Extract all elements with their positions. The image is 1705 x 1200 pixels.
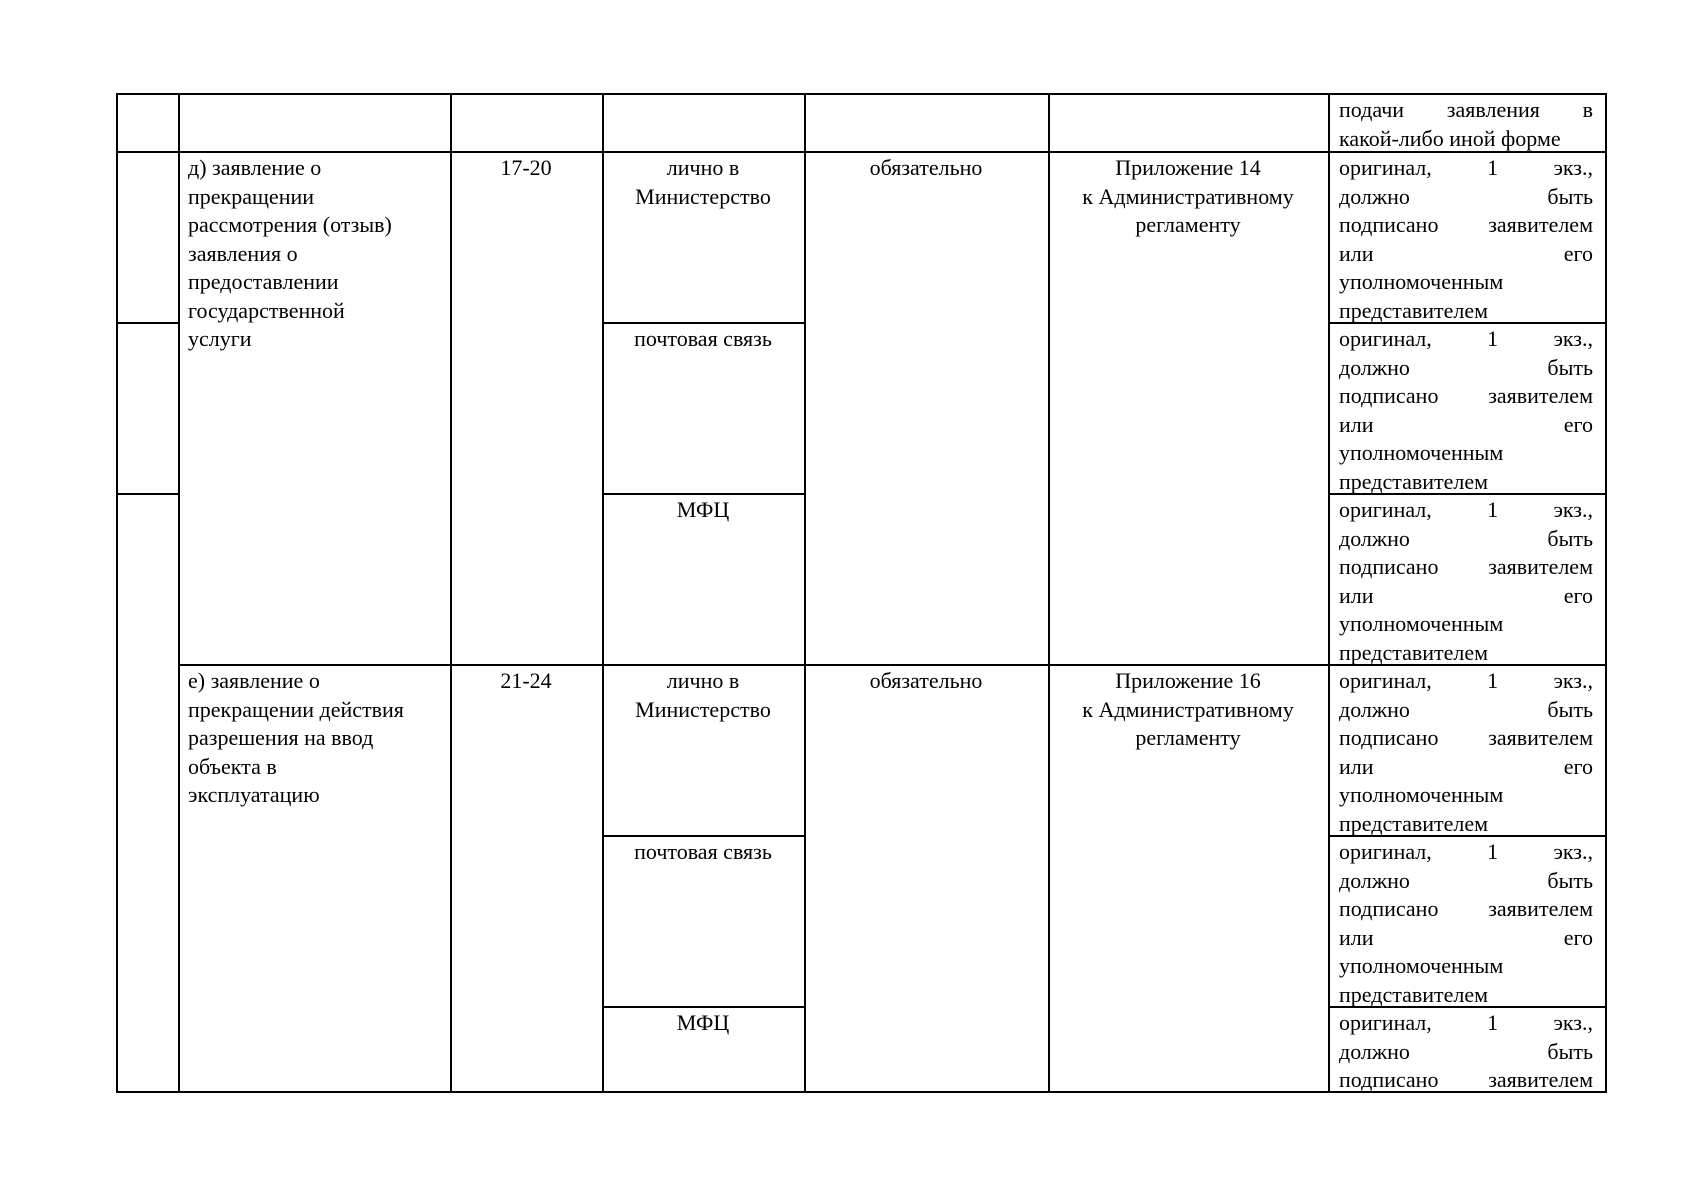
note-line: или его (1339, 240, 1593, 266)
channel-line: лично в (666, 155, 740, 180)
note-line: оригинал, 1 экз., (1339, 326, 1593, 351)
note-line: уполномоченным (1339, 782, 1504, 807)
col-border-1 (116, 93, 118, 1093)
channel-line: МФЦ (676, 1010, 730, 1035)
form-line: к Административному (1082, 696, 1294, 722)
doc-name-line: заявления о (188, 240, 298, 266)
note-line: должно быть (1339, 354, 1593, 380)
steps-value: 21-24 (500, 668, 552, 693)
channel-line: Министерство (635, 696, 771, 722)
doc-name-line: эксплуатацию (188, 782, 320, 807)
note-line: подписано заявителем (1339, 725, 1593, 750)
note-line: или его (1339, 411, 1593, 437)
note-line: представителем (1339, 639, 1489, 665)
form-line: Приложение 14 (1115, 155, 1261, 180)
col-border-3 (450, 93, 452, 1093)
note-line: должно быть (1339, 696, 1593, 722)
channel-e-3 (604, 1009, 802, 1038)
doc-name-line: д) заявление о (188, 155, 322, 180)
note-line: подписано заявителем (1339, 383, 1593, 408)
doc-name-line: предоставлении (188, 269, 339, 294)
note-d-1 (1339, 154, 1593, 325)
note-line: должно быть (1339, 1038, 1593, 1064)
note-line: подписано заявителем (1339, 1067, 1593, 1091)
form-line: к Административному (1082, 183, 1294, 209)
doc-name-line: государственной (188, 297, 345, 323)
form-line: Приложение 16 (1115, 668, 1261, 693)
mandatory-e (806, 667, 1046, 696)
note-line: уполномоченным (1339, 611, 1504, 636)
mandatory-value: обязательно (869, 668, 983, 693)
channel-line: МФЦ (676, 497, 730, 522)
channel-d-1 (604, 154, 802, 211)
note-line: представителем (1339, 297, 1489, 323)
note-top (1339, 96, 1593, 153)
col-border-7 (1328, 93, 1330, 1093)
form-e (1050, 667, 1326, 753)
note-line: должно быть (1339, 525, 1593, 551)
doc-name-line: прекращении действия (188, 696, 404, 722)
channel-line: Министерство (635, 183, 771, 209)
note-line: подписано заявителем (1339, 896, 1593, 921)
note-e-2 (1339, 838, 1593, 1009)
note-line: оригинал, 1 экз., (1339, 839, 1593, 864)
doc-name-line: е) заявление о (188, 668, 320, 693)
steps-d (452, 154, 600, 183)
channel-d-3 (604, 496, 802, 525)
doc-name-e (188, 667, 446, 810)
form-d (1050, 154, 1326, 240)
note-line: должно быть (1339, 183, 1593, 209)
note-d-2 (1339, 325, 1593, 496)
col-border-4 (602, 93, 604, 1093)
note-line: оригинал, 1 экз., (1339, 1010, 1593, 1035)
note-line: оригинал, 1 экз., (1339, 668, 1593, 693)
doc-name-line: рассмотрения (отзыв) (188, 212, 392, 237)
col-border-5 (804, 93, 806, 1093)
col-border-8 (1605, 93, 1607, 1093)
note-line: уполномоченным (1339, 269, 1504, 294)
row-divider-d1-channel (602, 322, 804, 324)
form-line: регламенту (1135, 725, 1241, 750)
doc-name-line: объекта в (188, 753, 277, 779)
note-line: представителем (1339, 981, 1489, 1007)
doc-name-line: разрешения на ввод (188, 725, 374, 750)
channel-e-2 (604, 838, 802, 867)
note-line: подписано заявителем (1339, 554, 1593, 579)
note-line: оригинал, 1 экз., (1339, 155, 1593, 180)
row-divider-e2-channel (602, 1006, 804, 1008)
table-bottom-border (116, 1091, 1607, 1093)
channel-line: почтовая связь (634, 839, 772, 864)
note-line: представителем (1339, 468, 1489, 494)
note-line: какой-либо иной форме (1339, 125, 1561, 151)
note-line: подачи заявления в (1339, 97, 1593, 122)
note-e-3 (1339, 1009, 1593, 1091)
col-border-2 (178, 93, 180, 1093)
channel-e-1 (604, 667, 802, 724)
note-line: представителем (1339, 810, 1489, 836)
mandatory-value: обязательно (869, 155, 983, 180)
doc-name-d (188, 154, 446, 354)
note-e-1 (1339, 667, 1593, 838)
channel-line: лично в (666, 668, 740, 693)
steps-e (452, 667, 600, 696)
mandatory-d (806, 154, 1046, 183)
steps-value: 17-20 (500, 155, 552, 180)
table-top-border (116, 93, 1607, 95)
note-line: подписано заявителем (1339, 212, 1593, 237)
form-line: регламенту (1135, 212, 1241, 237)
channel-line: почтовая связь (634, 326, 772, 351)
note-line: уполномоченным (1339, 440, 1504, 465)
row-divider-d1 (116, 322, 178, 324)
note-line: уполномоченным (1339, 953, 1504, 978)
note-line: оригинал, 1 экз., (1339, 497, 1593, 522)
note-line: должно быть (1339, 867, 1593, 893)
doc-name-line: услуги (188, 326, 252, 351)
note-d-3 (1339, 496, 1593, 667)
row-divider-e1-channel (602, 835, 804, 837)
note-line: или его (1339, 753, 1593, 779)
channel-d-2 (604, 325, 802, 354)
row-divider-d2 (116, 493, 178, 495)
note-line: или его (1339, 582, 1593, 608)
doc-name-line: прекращении (188, 183, 315, 209)
note-line: или его (1339, 924, 1593, 950)
row-divider-d2-channel (602, 493, 804, 495)
col-border-6 (1048, 93, 1050, 1093)
